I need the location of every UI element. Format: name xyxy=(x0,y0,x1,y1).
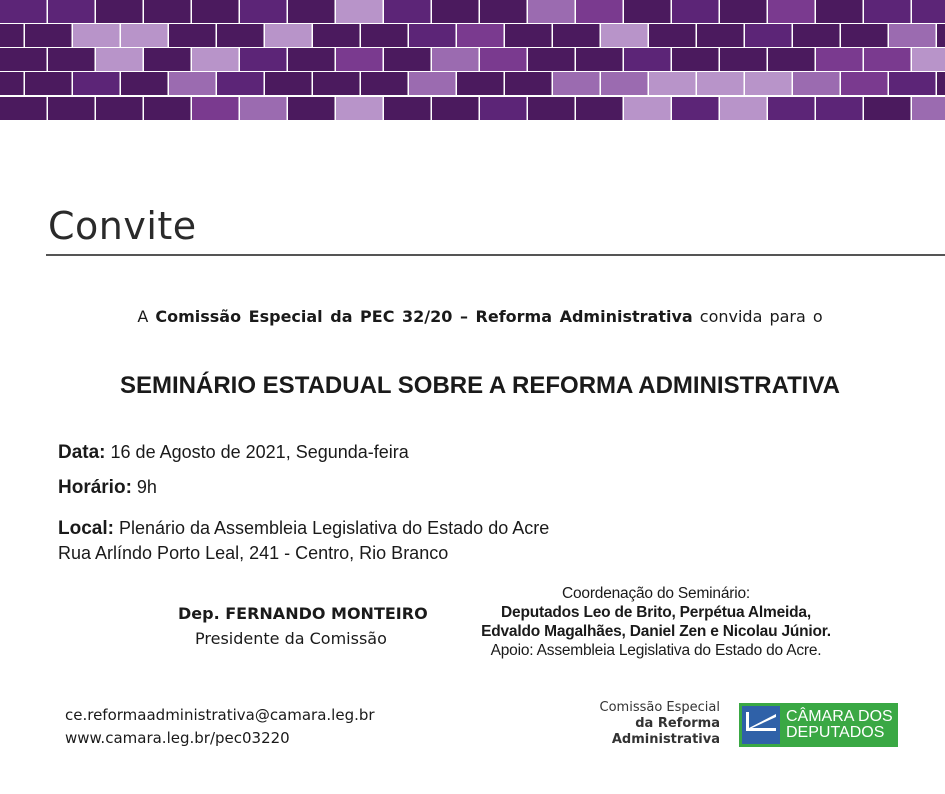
banner-tile xyxy=(384,0,431,23)
banner-tile xyxy=(864,97,911,120)
banner-tile xyxy=(361,72,408,95)
banner-tile xyxy=(265,24,312,47)
camara-logo-line1: CÂMARA DOS xyxy=(786,708,893,725)
banner-tile xyxy=(432,97,479,120)
place-label: Local: xyxy=(58,518,114,539)
invite-suffix: convida para o xyxy=(699,307,823,326)
banner-tile xyxy=(576,0,623,23)
banner-tile xyxy=(0,97,47,120)
banner-tile xyxy=(768,97,815,120)
banner-tile xyxy=(528,97,575,120)
banner-tile xyxy=(697,24,744,47)
banner-tile xyxy=(841,24,888,47)
banner-tile xyxy=(121,24,168,47)
banner-tile xyxy=(672,48,719,71)
banner-tile xyxy=(601,24,648,47)
time-label: Horário: xyxy=(58,477,132,498)
banner-tile xyxy=(528,48,575,71)
banner-tile xyxy=(480,0,527,23)
contact-website[interactable]: www.camara.leg.br/pec03220 xyxy=(65,729,290,747)
commission-logo-line3: Administrativa xyxy=(611,732,720,747)
place-value: Plenário da Assembleia Legislativa do Estado do Acre xyxy=(118,518,550,538)
banner-tile xyxy=(624,48,671,71)
banner-tile xyxy=(48,97,95,120)
banner-tile xyxy=(937,24,945,47)
banner-tile xyxy=(457,72,504,95)
coordination-deputies-line2: Edvaldo Magalhães, Daniel Zen e Nicolau Júnior. xyxy=(481,623,831,640)
camara-logo xyxy=(739,703,898,747)
support-line: Apoio: Assembleia Legislativa do Estado do Acre. xyxy=(490,642,822,659)
banner-tile xyxy=(240,97,287,120)
banner-tile xyxy=(720,0,767,23)
banner-tile xyxy=(697,72,744,95)
banner-tile xyxy=(336,97,383,120)
banner-tile xyxy=(816,97,863,120)
banner-tile xyxy=(505,24,552,47)
banner-tile xyxy=(649,72,696,95)
banner-tile xyxy=(96,97,143,120)
president-signature xyxy=(178,604,428,648)
banner-tile xyxy=(144,97,191,120)
banner-tile xyxy=(649,24,696,47)
banner-tile xyxy=(553,72,600,95)
contact-email[interactable]: ce.reformaadministrativa@camara.leg.br xyxy=(65,706,375,724)
banner-tile xyxy=(409,24,456,47)
banner-tile xyxy=(336,0,383,23)
banner-tile xyxy=(768,0,815,23)
banner-tile xyxy=(169,72,216,95)
page-title: Convite xyxy=(48,204,197,248)
commission-logo-line1: Comissão Especial xyxy=(599,700,720,715)
contact-block xyxy=(65,704,375,750)
banner-tile xyxy=(240,0,287,23)
coordination-heading: Coordenação do Seminário: xyxy=(561,585,750,602)
banner-tile xyxy=(672,97,719,120)
banner-tile xyxy=(793,24,840,47)
banner-tile xyxy=(457,24,504,47)
banner-tile xyxy=(144,48,191,71)
banner-tile xyxy=(384,48,431,71)
banner-tile xyxy=(841,72,888,95)
banner-tile xyxy=(409,72,456,95)
event-title: SEMINÁRIO ESTADUAL SOBRE A REFORMA ADMINISTRATIVA xyxy=(120,372,840,399)
banner-tile xyxy=(169,24,216,47)
banner-tile xyxy=(288,97,335,120)
banner-tile xyxy=(912,97,945,120)
banner-tile xyxy=(384,97,431,120)
banner-tile xyxy=(745,72,792,95)
banner-tile xyxy=(217,24,264,47)
banner-tile xyxy=(121,72,168,95)
banner-tile xyxy=(576,97,623,120)
banner-tile xyxy=(889,24,936,47)
banner-tile xyxy=(505,72,552,95)
header-banner xyxy=(0,0,945,123)
banner-tile xyxy=(0,72,24,95)
banner-tile xyxy=(192,0,239,23)
commission-logo xyxy=(580,700,720,748)
banner-tile xyxy=(864,0,911,23)
banner-tile xyxy=(25,72,72,95)
time-value: 9h xyxy=(136,477,157,497)
banner-tile xyxy=(528,0,575,23)
banner-tile xyxy=(720,97,767,120)
banner-tile xyxy=(601,72,648,95)
banner-tile xyxy=(336,48,383,71)
president-role: Presidente da Comissão xyxy=(195,629,387,648)
banner-tile xyxy=(361,24,408,47)
banner-tile xyxy=(480,48,527,71)
banner-tile xyxy=(720,48,767,71)
banner-tile xyxy=(912,0,945,23)
banner-tile xyxy=(745,24,792,47)
banner-tile xyxy=(576,48,623,71)
banner-tile xyxy=(265,72,312,95)
banner-tile xyxy=(816,48,863,71)
camara-logo-line2: DEPUTADOS xyxy=(786,724,885,741)
commission-logo-line2: da Reforma xyxy=(635,716,720,731)
banner-tile xyxy=(793,72,840,95)
banner-tile xyxy=(96,0,143,23)
banner-tile xyxy=(192,48,239,71)
banner-tile xyxy=(288,0,335,23)
banner-tile xyxy=(240,48,287,71)
banner-tile xyxy=(313,24,360,47)
banner-tile xyxy=(768,48,815,71)
banner-tile xyxy=(432,0,479,23)
banner-tile xyxy=(624,0,671,23)
banner-tile xyxy=(25,24,72,47)
address: Rua Arlíndo Porto Leal, 241 - Centro, Rio Branco xyxy=(58,543,449,563)
banner-tile xyxy=(48,48,95,71)
banner-tile xyxy=(672,0,719,23)
banner-tile xyxy=(553,24,600,47)
camara-emblem-icon xyxy=(742,706,780,744)
banner-tile xyxy=(48,0,95,23)
camara-logo-text xyxy=(786,709,893,741)
banner-tile xyxy=(0,0,47,23)
banner-tile xyxy=(313,72,360,95)
banner-tile xyxy=(96,48,143,71)
banner-tile xyxy=(889,72,936,95)
coordination-block xyxy=(440,584,872,660)
banner-tile xyxy=(144,0,191,23)
coordination-deputies-line1: Deputados Leo de Brito, Perpétua Almeida, xyxy=(501,604,811,621)
president-name: Dep. FERNANDO MONTEIRO xyxy=(178,604,428,623)
place-row xyxy=(58,516,549,565)
banner-tile xyxy=(288,48,335,71)
banner-tile xyxy=(937,72,945,95)
date-value: 16 de Agosto de 2021, Segunda-feira xyxy=(110,442,409,462)
banner-tile xyxy=(217,72,264,95)
date-label: Data: xyxy=(58,442,106,463)
title-divider xyxy=(46,254,945,256)
invite-prefix: A xyxy=(137,307,149,326)
date-row xyxy=(58,442,409,464)
commission-name: Comissão Especial da PEC 32/20 – Reforma Administrativa xyxy=(155,307,693,326)
banner-tile xyxy=(0,24,24,47)
banner-tile xyxy=(73,72,120,95)
banner-tile xyxy=(624,97,671,120)
banner-tile xyxy=(192,97,239,120)
banner-tile xyxy=(864,48,911,71)
banner-tile xyxy=(480,97,527,120)
time-row xyxy=(58,477,157,499)
invitation-line xyxy=(0,307,945,326)
banner-tile xyxy=(0,48,47,71)
banner-tile xyxy=(816,0,863,23)
banner-tile xyxy=(432,48,479,71)
banner-tile xyxy=(73,24,120,47)
banner-tile xyxy=(912,48,945,71)
